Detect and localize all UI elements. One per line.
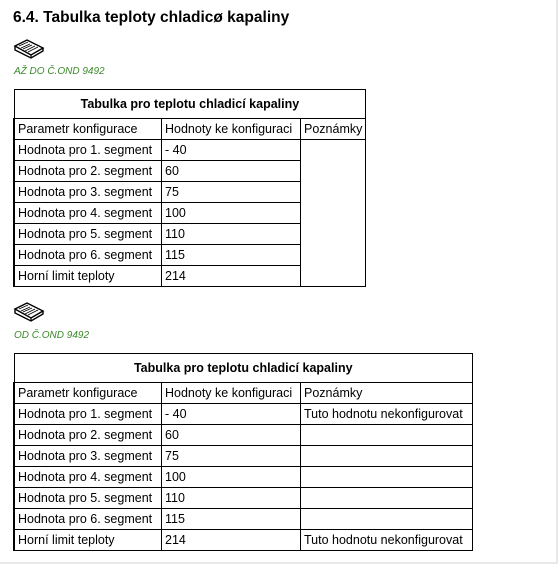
value-cell: 115 [162,509,301,530]
param-cell: Hodnota pro 5. segment [14,224,162,245]
param-cell: Hodnota pro 4. segment [14,467,162,488]
param-cell: Hodnota pro 2. segment [14,425,162,446]
value-cell: 75 [162,182,301,203]
note-cell [301,509,473,530]
table-row [14,488,473,509]
notes-cell [301,140,366,287]
param-cell: Hodnota pro 2. segment [14,161,162,182]
header-param: Parametr konfigurace [14,119,162,140]
condition-label-1: AŽ DO Č.OND 9492 [14,66,105,77]
note-cell [301,446,473,467]
table-caption: Tabulka pro teplotu chladicí kapaliny [14,90,366,119]
open-book-icon [13,300,45,322]
table-row [14,446,473,467]
param-cell: Hodnota pro 5. segment [14,488,162,509]
value-cell: 75 [162,446,301,467]
param-cell: Hodnota pro 6. segment [14,509,162,530]
coolant-table-1 [13,89,366,287]
note-cell: Tuto hodnotu nekonfigurovat [301,530,473,551]
coolant-table-2 [13,353,473,551]
table-row [14,530,473,551]
header-value: Hodnoty ke konfiguraci [162,383,301,404]
table-row [14,467,473,488]
table-row [14,140,366,161]
value-cell: 100 [162,203,301,224]
note-cell [301,425,473,446]
table-row [14,509,473,530]
value-cell: - 40 [162,140,301,161]
note-cell: Tuto hodnotu nekonfigurovat [301,404,473,425]
param-cell: Hodnota pro 4. segment [14,203,162,224]
value-cell: 214 [162,530,301,551]
value-cell: 60 [162,425,301,446]
param-cell: Hodnota pro 1. segment [14,404,162,425]
value-cell: 115 [162,245,301,266]
value-cell: 110 [162,224,301,245]
param-cell: Hodnota pro 3. segment [14,446,162,467]
table-row [14,425,473,446]
header-notes: Poznámky [301,383,473,404]
header-row [14,119,366,140]
param-cell: Horní limit teploty [14,530,162,551]
value-cell: 214 [162,266,301,287]
param-cell: Hodnota pro 1. segment [14,140,162,161]
page-title: 6.4. Tabulka teploty chladicø kapaliny [13,9,290,26]
note-cell [301,488,473,509]
param-cell: Hodnota pro 3. segment [14,182,162,203]
condition-label-2: OD Č.OND 9492 [14,330,90,341]
value-cell: - 40 [162,404,301,425]
value-cell: 110 [162,488,301,509]
param-cell: Hodnota pro 6. segment [14,245,162,266]
value-cell: 60 [162,161,301,182]
header-row [14,383,473,404]
value-cell: 100 [162,467,301,488]
header-param: Parametr konfigurace [14,383,162,404]
open-book-icon [13,37,45,59]
table-caption: Tabulka pro teplotu chladicí kapaliny [14,354,473,383]
table-row [14,404,473,425]
param-cell: Horní limit teploty [14,266,162,287]
header-notes: Poznámky [301,119,366,140]
header-value: Hodnoty ke konfiguraci [162,119,301,140]
note-cell [301,467,473,488]
